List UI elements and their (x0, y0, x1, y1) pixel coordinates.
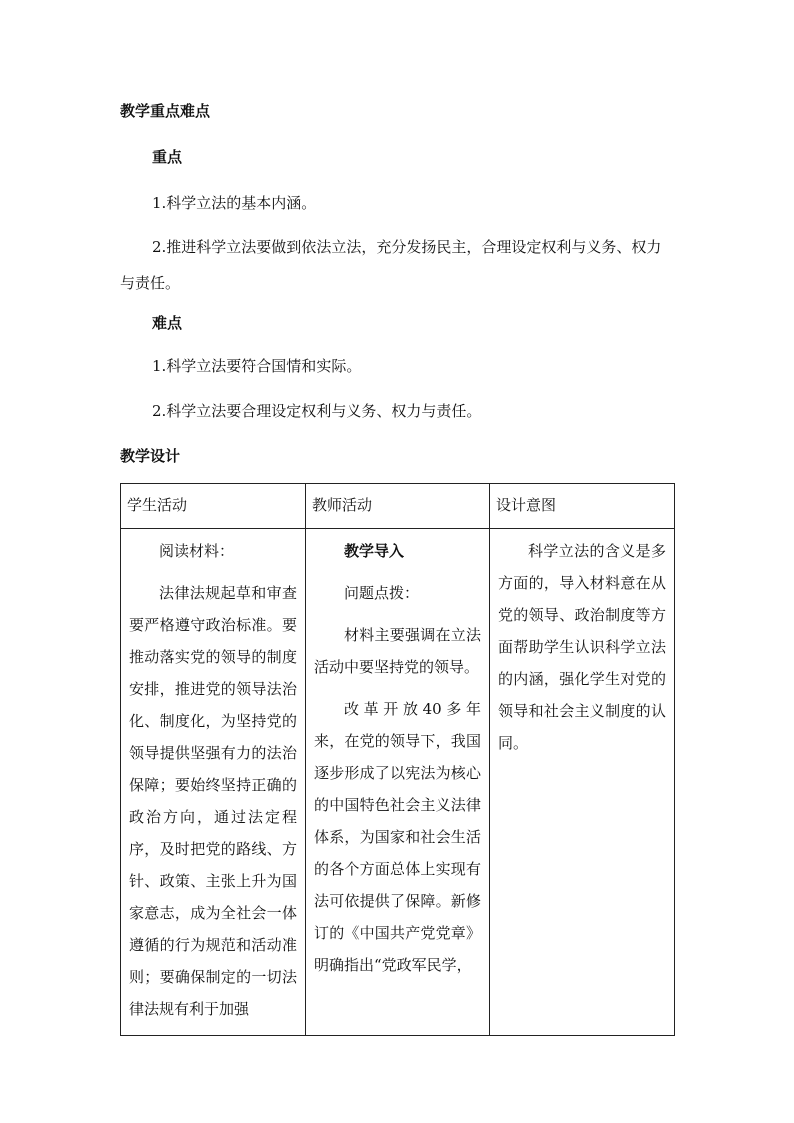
teacher-activity-cell (306, 529, 490, 1036)
design-intent-cell (490, 529, 675, 1036)
key-point-1: 1.科学立法的基本内涵。 (152, 194, 317, 212)
key-points-title: 重点 (152, 148, 183, 166)
header-design-intent: 设计意图 (496, 496, 557, 514)
table-header-row (121, 484, 675, 529)
header-cell-student (121, 484, 306, 529)
difficult-points-title: 难点 (152, 314, 183, 332)
teacher-text: 问题点拨： (344, 584, 420, 602)
section-title-key-difficult: 教学重点难点 (120, 102, 211, 120)
table-row (121, 529, 675, 1036)
teacher-text: 改革开放40多年来，在党的领导下，我国逐步形成了以宪法为核心的中国特色社会主义法律体系，为国家和社会生活的各个方面总体上实现有法可依提供了保障。新修订的《中国共产党党章》明确指出“党政军民学， (314, 700, 481, 974)
header-student-activity: 学生活动 (127, 496, 188, 514)
section-title-design: 教学设计 (120, 447, 181, 465)
teacher-text: 材料主要强调在立法活动中要坚持党的领导。 (314, 626, 481, 676)
header-teacher-activity: 教师活动 (312, 496, 373, 514)
header-cell-teacher (306, 484, 490, 529)
header-cell-intent (490, 484, 675, 529)
key-point-2: 2.推进科学立法要做到依法立法，充分发扬民主，合理设定权利与义务、权力与责任。 (120, 238, 662, 292)
difficult-point-2: 2.科学立法要合理设定权利与义务、权力与责任。 (152, 402, 482, 420)
teacher-text: 教学导入 (344, 542, 405, 560)
student-activity-cell (121, 529, 306, 1036)
student-text: 法律法规起草和审查要严格遵守政治标准。要推动落实党的领导的制度安排，推进党的领导法治化、制度化，为坚持党的领导提供坚强有力的法治保障；要始终坚持正确的政治方向，通过法定程序，及时把党的路线、方针、政策、主张上升为国家意志，成为全社会一体遵循的行为规范和活动准则；要确保制定的一切法律法规有利于加强 (129, 584, 297, 1018)
difficult-point-1: 1.科学立法要符合国情和实际。 (152, 357, 362, 375)
intent-text: 科学立法的含义是多方面的，导入材料意在从党的领导、政治制度等方面帮助学生认识科学立法的内涵，强化学生对党的领导和社会主义制度的认同。 (498, 542, 666, 752)
student-text: 阅读材料： (159, 542, 235, 560)
teaching-design-table (120, 483, 675, 1036)
